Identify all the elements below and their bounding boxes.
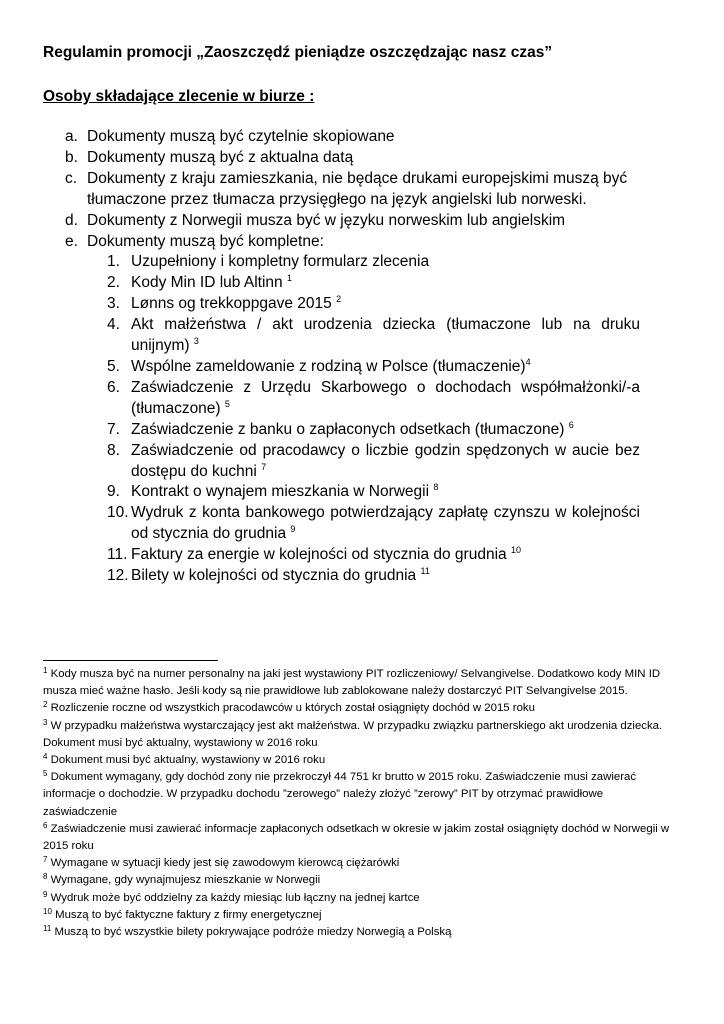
footnote-number: 10 — [43, 906, 52, 916]
footnote-number: 2 — [43, 700, 48, 710]
sublist-item — [87, 273, 640, 294]
sublist-item — [87, 482, 640, 503]
footnote-ref[interactable]: 7 — [261, 461, 267, 472]
footnote-number: 9 — [43, 889, 48, 899]
sublist-item-text: Faktury za energie w kolejności od stycznia do grudnia — [131, 546, 507, 564]
footnote-text: Rozliczenie roczne od wszystkich pracodawców u których został osiągnięty dochód w 2015 roku — [50, 702, 535, 715]
list-marker: b. — [65, 148, 78, 166]
sublist-marker: 4. — [107, 316, 120, 334]
section-heading: Osoby składające zlecenie w biurze : — [43, 88, 315, 105]
list-item — [0, 232, 639, 587]
sublist-item — [87, 566, 640, 587]
footnote-text: Muszą to być faktyczne faktury z firmy energetycznej — [55, 908, 322, 921]
sublist-item-text: Uzupełniony i kompletny formularz zlecenia — [131, 253, 430, 271]
sublist-marker: 5. — [107, 357, 120, 375]
footnote-text: Wydruk może być oddzielny za każdy miesiąc lub łączny na jednej kartce — [50, 891, 420, 904]
sublist-marker: 12. — [107, 567, 129, 585]
sublist-item-text: Zaświadczenie z Urzędu Skarbowego o dochodach współmałżonki/-a (tłumaczone) — [131, 378, 640, 417]
footnote-ref[interactable]: 4 — [525, 356, 531, 367]
list-item — [0, 148, 639, 169]
sublist-marker: 9. — [107, 483, 120, 501]
footnote-text: Wymagane, gdy wynajmujesz mieszkanie w Norwegii — [50, 874, 321, 887]
footnote — [43, 752, 671, 769]
sublist-marker: 7. — [107, 420, 120, 438]
footnote — [43, 890, 671, 907]
sublist-item-text: Wydruk z konta bankowego potwierdzający zapłatę czynszu w kolejności od stycznia do grudnia — [131, 504, 640, 543]
footnotes-section — [43, 666, 671, 941]
footnote — [43, 924, 671, 941]
sublist-item-text: Zaświadczenie od pracodawcy o liczbie godzin spędzonych w aucie bez dostępu do kuchni — [131, 441, 640, 480]
sublist-item — [87, 378, 640, 420]
footnote — [43, 907, 671, 924]
footnote-ref[interactable]: 3 — [193, 336, 199, 347]
footnote — [43, 821, 671, 855]
sublist-item-text: Bilety w kolejności od stycznia do grudnia — [131, 567, 417, 585]
sublist-item — [87, 252, 640, 273]
sublist-item-text: Wspólne zameldowanie z rodziną w Polsce (tłumaczenie) — [131, 357, 526, 375]
footnote-text: Dokument wymagany, gdy dochód zony nie przekroczył 44 751 kr brutto w 2015 roku. Zaświadczenie musi zawierać informacje o dochodzie. W przypadku dochodu ”zerowego” należy złożyć ”zerowy” PIT by otrzymać prawidłowe zaświadczenie — [43, 771, 637, 818]
footnote-ref[interactable]: 1 — [286, 273, 292, 284]
footnote — [43, 718, 671, 752]
list-item — [0, 169, 639, 211]
footnote-ref[interactable]: 10 — [510, 545, 521, 556]
list-marker: a. — [65, 128, 78, 145]
sublist-item-text: Zaświadczenie z banku o zapłaconych odsetkach (tłumaczone) — [131, 420, 565, 438]
footnote-text: Muszą to być wszystkie bilety pokrywające podróże miedzy Norwegią a Polską — [54, 926, 452, 939]
footnote-text: Zaświadczenie musi zawierać informacje zapłaconych odsetkach w okresie w jakim został osiągnięty dochód w Norwegii w 2015 roku — [43, 822, 670, 853]
list-item-text: Dokumenty muszą być czytelnie skopiowane — [87, 128, 395, 145]
sublist-marker: 3. — [107, 295, 120, 313]
requirements-list — [0, 127, 724, 587]
sublist-item — [87, 315, 640, 357]
sublist-item — [87, 420, 640, 441]
footnote-text: Kody musza być na numer personalny na jaki jest wystawiony PIT rozliczeniowy/ Selvangivelse. Dodatkowo kody MIN ID musza mieć ważne hasło. Jeśli kody są nie prawidłowe lub zablokowane należy dostarczyć PIT Selvangivelse 2015. — [43, 668, 661, 698]
footnote — [43, 666, 671, 700]
sublist-item-text: Kody Min ID lub Altinn — [131, 274, 283, 292]
list-item-text: Dokumenty z kraju zamieszkania, nie będące drukami europejskimi muszą być tłumaczone przez tłumacza przysięgłego na język angielski lub norweski. — [87, 169, 628, 208]
footnote-text: Dokument musi być aktualny, wystawiony w 2016 roku — [50, 754, 326, 767]
footnote-ref[interactable]: 8 — [433, 482, 439, 493]
footnote — [43, 855, 671, 872]
list-marker: c. — [65, 169, 78, 187]
footnote-number: 1 — [43, 666, 48, 675]
footnote — [43, 769, 671, 821]
footnote — [43, 700, 671, 717]
footnote-ref[interactable]: 11 — [420, 566, 430, 577]
footnote-number: 4 — [43, 752, 48, 762]
list-item-text: Dokumenty muszą być z aktualna datą — [87, 148, 354, 166]
sublist-item-text: Kontrakt o wynajem mieszkania w Norwegii — [131, 483, 430, 501]
footnote-ref[interactable]: 6 — [568, 419, 574, 430]
list-item-text: Dokumenty z Norwegii musza być w języku norweskim lub angielskim — [87, 211, 566, 229]
sublist-item-text: Lønns og trekkoppgave 2015 — [131, 295, 332, 313]
footnote-number: 6 — [43, 820, 48, 830]
list-item — [0, 127, 639, 148]
footnote — [43, 872, 671, 889]
sublist-marker: 8. — [107, 441, 120, 459]
footnote-ref[interactable]: 5 — [224, 398, 230, 409]
footnote-ref[interactable]: 2 — [336, 294, 342, 305]
sublist-marker: 1. — [107, 253, 120, 271]
sublist-item — [87, 294, 640, 315]
footnote-number: 11 — [43, 924, 52, 934]
footnote-text: Wymagane w sytuacji kiedy jest się zawodowym kierowcą ciężarówki — [50, 857, 400, 870]
sublist-item — [87, 357, 640, 378]
list-item — [0, 211, 639, 232]
footnote-number: 5 — [43, 769, 48, 779]
sublist-marker: 11. — [107, 546, 128, 564]
footnote-number: 3 — [43, 717, 48, 727]
sublist-marker: 10. — [107, 504, 129, 522]
footnote-separator — [43, 660, 218, 661]
sublist-marker: 6. — [107, 378, 120, 396]
sublist-item — [87, 545, 640, 566]
footnote-number: 8 — [43, 872, 48, 882]
list-marker: e. — [65, 232, 78, 250]
footnote-number: 7 — [43, 855, 48, 865]
documents-sublist — [87, 252, 639, 587]
sublist-item — [87, 503, 640, 545]
footnote-text: W przypadku małżeństwa wystarczający jest akt małżeństwa. W przypadku związku partnerskiego akt urodzenia dziecka. Dokument musi być aktualny, wystawiony w 2016 roku — [43, 719, 663, 749]
list-item-text: Dokumenty muszą być kompletne: — [87, 232, 324, 250]
list-marker: d. — [65, 211, 78, 229]
sublist-marker: 2. — [107, 274, 120, 292]
document-title: Regulamin promocji „Zaoszczędź pieniądze oszczędzając nasz czas” — [43, 44, 553, 61]
footnote-ref[interactable]: 9 — [290, 524, 296, 535]
sublist-item-text: Akt małżeństwa / akt urodzenia dziecka (tłumaczone lub na druku unijnym) — [131, 316, 640, 355]
sublist-item — [87, 441, 640, 483]
